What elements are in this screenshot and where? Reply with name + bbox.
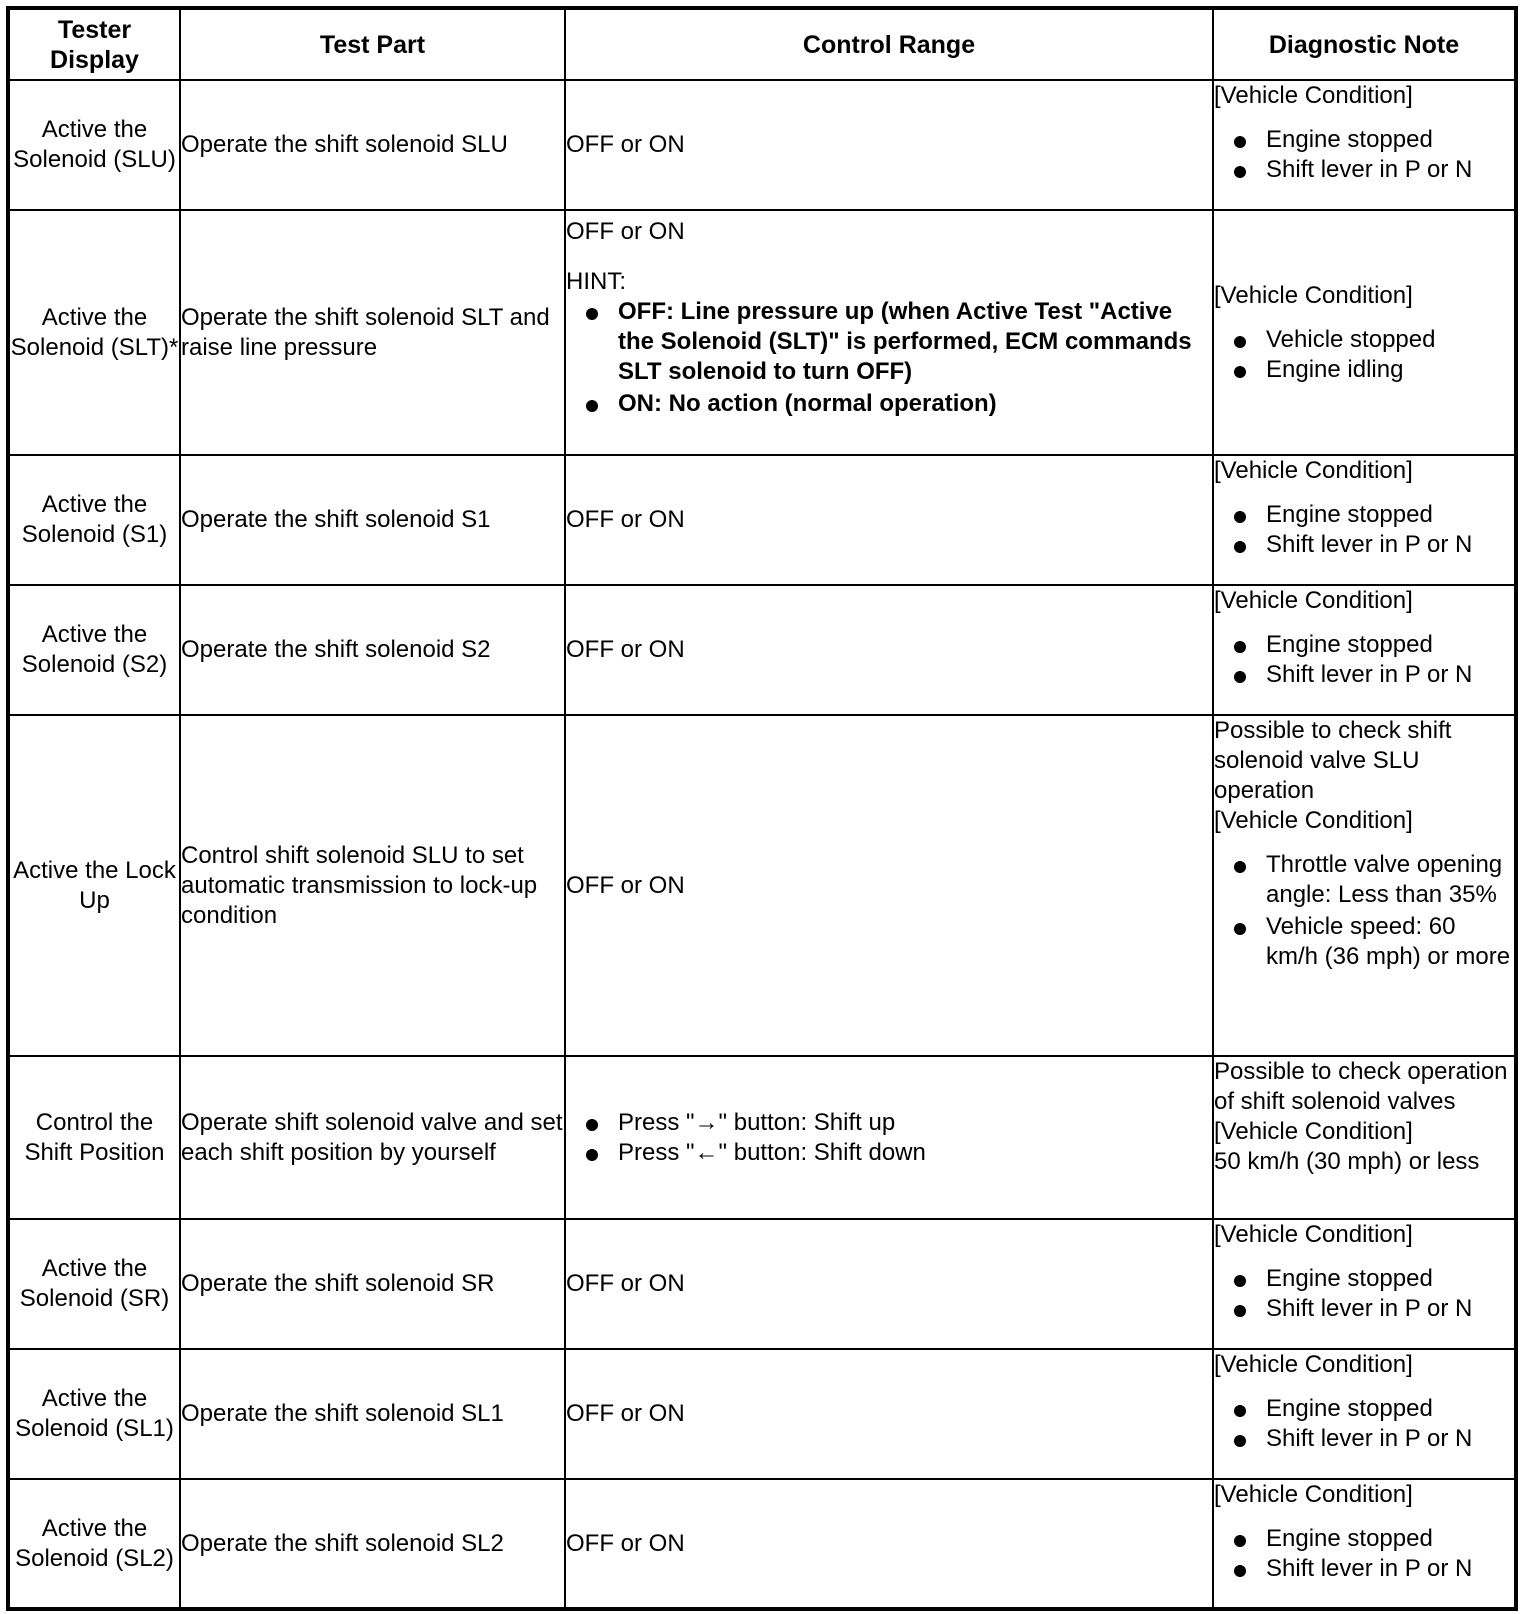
tester-display-cell: Active the Solenoid (SLT)* <box>8 210 180 455</box>
condition-item: Shift lever in P or N <box>1214 1424 1514 1454</box>
condition-list <box>1214 630 1514 690</box>
table-row <box>8 1219 1516 1349</box>
control-range-cell: OFF or ON <box>565 585 1213 715</box>
condition-item: Throttle valve opening angle: Less than 35% <box>1214 850 1514 910</box>
condition-list <box>1214 850 1514 972</box>
condition-item: Shift lever in P or N <box>1214 660 1514 690</box>
note-intro-text: Possible to check shift solenoid valve SLU operation <box>1214 717 1452 804</box>
header-test-part: Test Part <box>180 8 565 80</box>
test-part-cell: Operate the shift solenoid SL1 <box>180 1349 565 1479</box>
control-range-value: OFF or ON <box>566 218 685 245</box>
condition-list <box>1214 125 1514 185</box>
vehicle-condition-label: [Vehicle Condition] <box>1214 807 1413 834</box>
control-range-item: Press "→" button: Shift up <box>566 1108 1212 1138</box>
vehicle-condition-label: [Vehicle Condition] <box>1214 281 1413 309</box>
table-row <box>8 80 1516 210</box>
diagnostic-note-cell <box>1213 80 1516 210</box>
condition-item: Engine stopped <box>1214 1524 1514 1554</box>
condition-item: Engine stopped <box>1214 630 1514 660</box>
test-part-cell: Operate the shift solenoid S2 <box>180 585 565 715</box>
control-range-cell: OFF or ON <box>565 1219 1213 1349</box>
condition-list <box>1214 500 1514 560</box>
tester-display-cell: Active the Solenoid (SLU) <box>8 80 180 210</box>
table-row <box>8 1056 1516 1219</box>
active-test-table <box>6 6 1518 1611</box>
condition-item: Engine stopped <box>1214 125 1514 155</box>
test-part-cell: Operate the shift solenoid SR <box>180 1219 565 1349</box>
hint-item: ON: No action (normal operation) <box>566 389 1212 419</box>
condition-list <box>1214 1264 1514 1324</box>
hint-item: OFF: Line pressure up (when Active Test "Active the Solenoid (SLT)" is performed, ECM commands SLT solenoid to turn OFF) <box>566 297 1212 387</box>
tester-display-cell: Control the Shift Position <box>8 1056 180 1219</box>
table-row <box>8 1349 1516 1479</box>
condition-item: Shift lever in P or N <box>1214 1554 1514 1584</box>
condition-text: 50 km/h (30 mph) or less <box>1214 1148 1480 1175</box>
hint-label: HINT: <box>566 268 626 295</box>
condition-item: Engine stopped <box>1214 1264 1514 1294</box>
test-part-cell: Operate shift solenoid valve and set each shift position by yourself <box>180 1056 565 1219</box>
table-row <box>8 715 1516 1056</box>
note-intro-text: Possible to check operation of shift solenoid valves <box>1214 1058 1508 1115</box>
control-range-cell: OFF or ON <box>565 715 1213 1056</box>
condition-item: Shift lever in P or N <box>1214 1294 1514 1324</box>
vehicle-condition-label: [Vehicle Condition] <box>1214 457 1413 484</box>
header-control-range: Control Range <box>565 8 1213 80</box>
vehicle-condition-label: [Vehicle Condition] <box>1214 1481 1413 1508</box>
condition-list <box>1214 1524 1514 1584</box>
diagnostic-note-cell <box>1213 585 1516 715</box>
test-part-cell: Operate the shift solenoid S1 <box>180 455 565 585</box>
control-range-list <box>566 1108 1212 1168</box>
condition-item: Engine stopped <box>1214 1394 1514 1424</box>
table-row <box>8 210 1516 455</box>
control-range-cell: OFF or ON <box>565 80 1213 210</box>
header-diagnostic-note: Diagnostic Note <box>1213 8 1516 80</box>
control-range-item: Press "←" button: Shift down <box>566 1138 1212 1168</box>
diagnostic-note-cell <box>1213 1056 1516 1219</box>
table-row <box>8 1479 1516 1609</box>
vehicle-condition-label: [Vehicle Condition] <box>1214 1351 1413 1378</box>
condition-list <box>1214 1394 1514 1454</box>
diagnostic-note-cell <box>1213 210 1516 455</box>
control-range-cell: OFF or ON <box>565 455 1213 585</box>
diagnostic-note-cell <box>1213 1349 1516 1479</box>
table-row <box>8 455 1516 585</box>
condition-item: Shift lever in P or N <box>1214 155 1514 185</box>
control-range-cell <box>565 1056 1213 1219</box>
diagnostic-note-cell <box>1213 1479 1516 1609</box>
condition-item: Vehicle speed: 60 km/h (36 mph) or more <box>1214 912 1514 972</box>
tester-display-cell: Active the Lock Up <box>8 715 180 1056</box>
vehicle-condition-label: [Vehicle Condition] <box>1214 82 1413 109</box>
condition-item: Engine idling <box>1214 355 1514 385</box>
tester-display-cell: Active the Solenoid (S1) <box>8 455 180 585</box>
condition-item: Engine stopped <box>1214 500 1514 530</box>
vehicle-condition-label: [Vehicle Condition] <box>1214 587 1413 614</box>
condition-item: Shift lever in P or N <box>1214 530 1514 560</box>
table-row <box>8 585 1516 715</box>
control-range-cell: OFF or ON <box>565 1479 1213 1609</box>
condition-item: Vehicle stopped <box>1214 325 1514 355</box>
diagnostic-note-cell <box>1213 715 1516 1056</box>
control-range-cell <box>565 210 1213 455</box>
test-part-cell: Control shift solenoid SLU to set automatic transmission to lock-up condition <box>180 715 565 1056</box>
header-tester-display: Tester Display <box>8 8 180 80</box>
vehicle-condition-label: [Vehicle Condition] <box>1214 1118 1413 1145</box>
hint-list <box>566 297 1212 419</box>
tester-display-cell: Active the Solenoid (SL1) <box>8 1349 180 1479</box>
control-range-cell: OFF or ON <box>565 1349 1213 1479</box>
test-part-cell: Operate the shift solenoid SLU <box>180 80 565 210</box>
condition-list <box>1214 325 1514 385</box>
diagnostic-note-cell <box>1213 1219 1516 1349</box>
test-part-cell: Operate the shift solenoid SLT and raise line pressure <box>180 210 565 455</box>
header-row <box>8 8 1516 80</box>
vehicle-condition-label: [Vehicle Condition] <box>1214 1221 1413 1248</box>
diagnostic-note-cell <box>1213 455 1516 585</box>
tester-display-cell: Active the Solenoid (SR) <box>8 1219 180 1349</box>
tester-display-cell: Active the Solenoid (SL2) <box>8 1479 180 1609</box>
test-part-cell: Operate the shift solenoid SL2 <box>180 1479 565 1609</box>
tester-display-cell: Active the Solenoid (S2) <box>8 585 180 715</box>
